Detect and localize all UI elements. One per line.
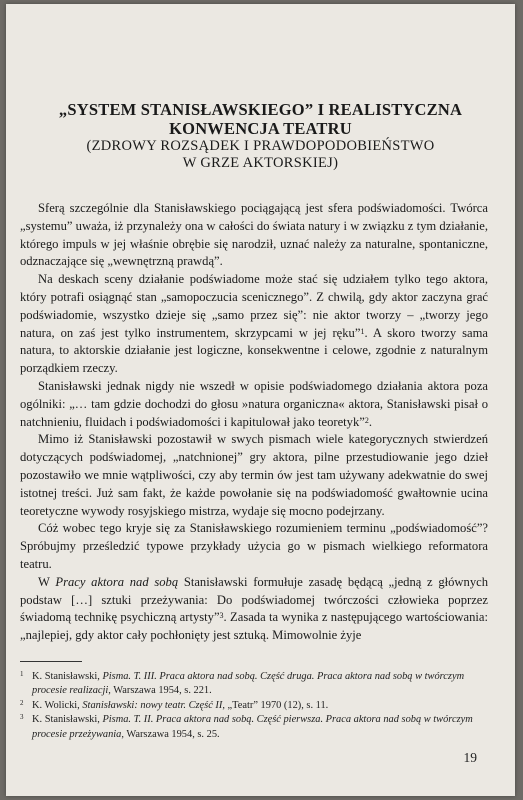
- footnote: [20, 670, 488, 699]
- page-number: 19: [463, 750, 477, 765]
- book-title-italic: Pracy aktora nad sobą: [55, 574, 179, 589]
- footnote-number: 3: [20, 713, 24, 722]
- subtitle-line-1: (ZDROWY ROZSĄDEK I PRAWDOPODOBIEŃSTWO: [86, 138, 435, 154]
- paragraph: [20, 574, 488, 645]
- footnote-italic: Pisma. T. III. Praca aktora nad sobą. Część druga. Praca aktora nad sobą w twórczym procesie realizacji: [32, 671, 465, 697]
- paragraph: [20, 520, 488, 573]
- footnote-number: 2: [20, 698, 24, 707]
- paragraph: [20, 378, 488, 431]
- paragraph-text: Stanisławski jednak nigdy nie wszedł w opisie podświadomego działania aktora poza ogólniki: „… tam gdzie dochodzi do głosu »natura organiczna« aktora, Stanisławski pisał o natchnieniu, fluidach i podświadomości i kapitulował jako teoretyk”: [20, 378, 488, 429]
- footnote-italic: Pisma. T. II. Praca aktora nad sobą. Część pierwsza. Praca aktora nad sobą w twórczym procesie przeżywania: [32, 714, 473, 740]
- paragraph-text: . Zasada ta wynika z następującego wartościowania: „najlepiej, gdy aktor cały pochłonięty jest sztuką. Mimowolnie żyje: [20, 610, 488, 643]
- paragraph: [20, 431, 488, 520]
- paragraph-text: Stanisławski formułuje zasadę będącą „jedną z głównych podstaw […] sztuki przeżywania: Do podświadomej twórczości człowieka poprzez świadomą technikę psychiczną artysty”: [20, 574, 489, 625]
- footnote-number: 1: [20, 670, 24, 678]
- footnote-text: K. Stanisławski,: [32, 671, 103, 682]
- chapter-title: [6, 100, 515, 172]
- body-text: [20, 200, 488, 645]
- paragraph-text: Na deskach sceny działanie podświadome może stać się udziałem tylko tego aktora, który potrafi osiągnąć stan „samopoczucia scenicznego”. Z chwilą, gdy aktor zaczyna grać podświadomie, wszystko dzieje się „samo przez się”: nie aktor tworzy – „tworzy jego natura, on zaś jest tylko instrumentem, skrzypcami w jej ręku”: [20, 272, 488, 340]
- title-line-1: „SYSTEM STANISŁAWSKIEGO” I REALISTYCZNA: [58, 100, 463, 119]
- footnote-text: K. Stanisławski,: [32, 714, 103, 726]
- footnote-text: , Warszawa 1954, s. 25.: [121, 728, 220, 740]
- footnote-divider: [20, 661, 82, 662]
- footnote-ref: 2: [364, 415, 369, 425]
- footnotes: [20, 670, 488, 742]
- book-page: [6, 4, 515, 796]
- title-line-2: KONWENCJA TEATRU: [169, 119, 352, 138]
- paragraph: [20, 200, 488, 271]
- footnote: [20, 713, 488, 742]
- footnote: [20, 699, 488, 713]
- footnote-ref: 3: [219, 611, 224, 621]
- paragraph-text: Mimo iż Stanisławski pozostawił w swych pismach wiele kategorycznych stwierdzeń dotyczących podświadomej, „natchnionej” gry aktora, pilne przestudiowanie jego dzieł pozostawiło we mnie wątpliwości, czy aby termin ów jest tam używany adekwatnie do swej istotnej treści. Już sam fakt, że każde powołanie się na podświadomość gwałtownie ucina teoretyczne wywody rosyjskiego mistrza, wydaje się mocno podejrzany.: [20, 432, 488, 518]
- paragraph: [20, 271, 488, 378]
- footnote-text: , Warszawa 1954, s. 221.: [108, 685, 212, 697]
- paragraph-text: W: [38, 574, 56, 589]
- subtitle-line-2: W GRZE AKTORSKIEJ): [182, 155, 339, 171]
- footnote-ref: 1: [360, 326, 365, 336]
- paragraph-text: .: [368, 414, 372, 429]
- paragraph-text: Cóż wobec tego kryje się za Stanisławskiego rozumieniem terminu „podświadomość”? Spróbujmy prześledzić typowe przykłady użycia go w pismach wielkiego reformatora teatru.: [20, 521, 488, 571]
- paragraph-text: . A skoro tworzy sama natura, to aktorskie działanie jest logiczne, konsekwentne i celowe, zgodnie z naturalnym porządkiem rzeczy.: [20, 325, 488, 376]
- paragraph-text: Sferą szczególnie dla Stanisławskiego pociągającą jest sfera podświadomości. Twórca „systemu” uważa, iż przynależy ona w całości do świata natury i w związku z tym działanie, którego impuls w jej właśnie obrębie się narodził, uznać należy za naturalne, spontaniczne, odznaczające się „wewnętrzną prawdą”.: [20, 201, 488, 269]
- footnote-text: K. Wolicki,: [32, 699, 83, 711]
- footnote-italic: Stanisławski: nowy teatr. Część II: [82, 699, 223, 711]
- footnote-text: , „Teatr” 1970 (12), s. 11.: [222, 699, 329, 711]
